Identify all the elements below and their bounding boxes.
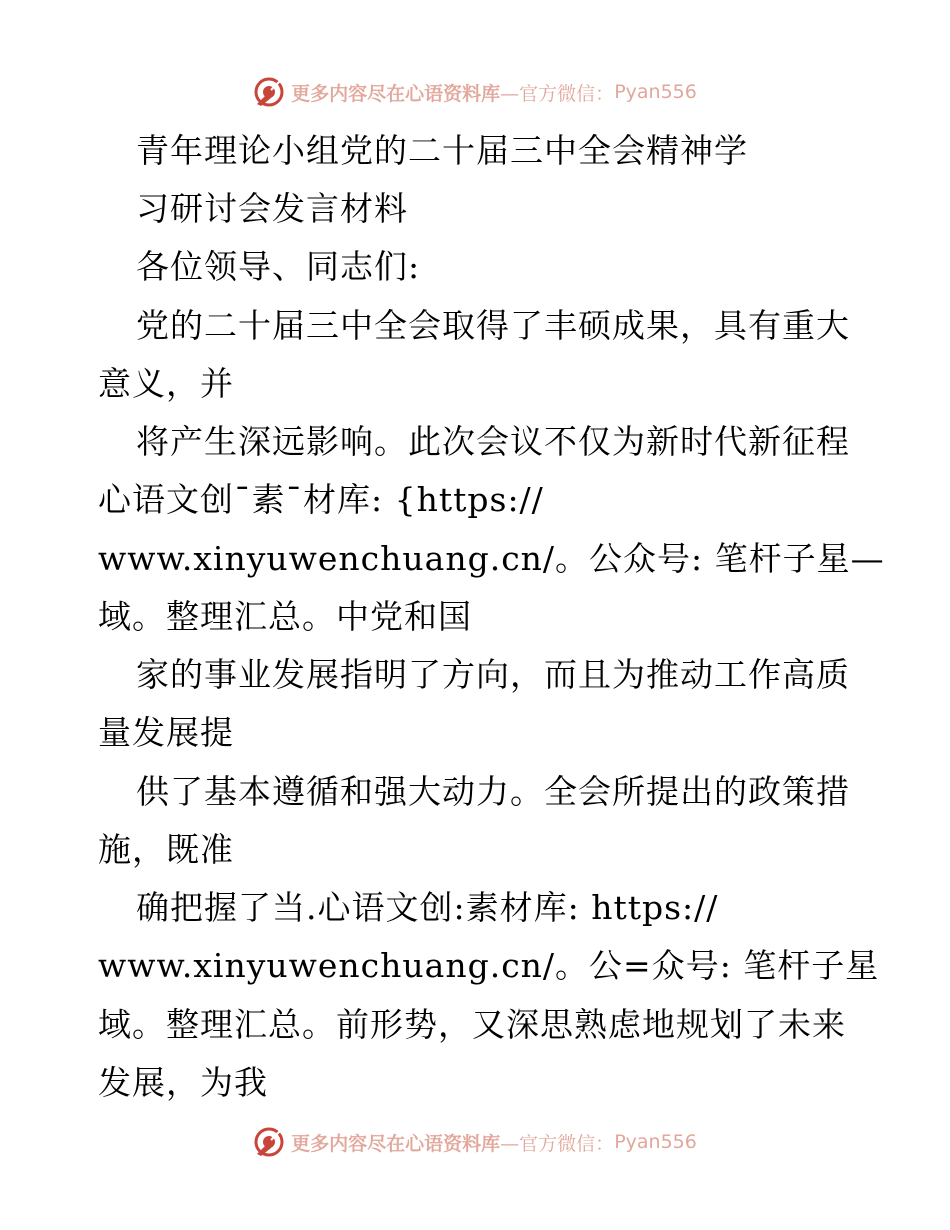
header-banner-title: 更多内容尽在心语资料库 — [291, 82, 501, 105]
doc-line-12: 供了基本遵循和强大动力。全会所提出的政策措 — [136, 772, 850, 811]
doc-line-13: 施，既准 — [98, 830, 234, 869]
doc-line-17: 发展，为我 — [98, 1063, 268, 1102]
doc-title-line-2: 习研讨会发言材料 — [136, 189, 408, 228]
doc-line-16: 域。整理汇总。前形势，又深思熟虑地规划了未来 — [98, 1005, 846, 1044]
doc-line-9: 域。整理汇总。中党和国 — [98, 597, 472, 636]
doc-line-8: www.xinyuwenchuang.cn/。公众号: 笔杆子星— — [98, 539, 885, 578]
doc-title-line-1: 青年理论小组党的二十届三中全会精神学 — [136, 131, 748, 170]
doc-line-14: 确把握了当.心语文创:素材库: https:// — [136, 888, 719, 927]
footer-banner — [0, 1122, 950, 1162]
doc-line-10: 家的事业发展指明了方向，而且为推动工作高质 — [136, 655, 850, 694]
doc-line-15: www.xinyuwenchuang.cn/。公=众号: 笔杆子星 — [98, 946, 880, 985]
doc-line-5: 意义，并 — [98, 364, 234, 403]
doc-line-11: 量发展提 — [98, 713, 234, 752]
header-banner — [0, 72, 950, 112]
footer-banner-contact-label: —官方微信： — [500, 1132, 615, 1155]
doc-line-4: 党的二十届三中全会取得了丰硕成果，具有重大 — [136, 306, 850, 345]
footer-banner-wechat-id: Pyan556 — [614, 1131, 697, 1153]
doc-line-6: 将产生深远影响。此次会议不仅为新时代新征程 — [136, 422, 850, 461]
doc-salutation: 各位领导、同志们: — [136, 247, 421, 286]
doc-line-7: 心语文创¯素¯材库: {https:// — [98, 480, 544, 519]
header-banner-wechat-id: Pyan556 — [614, 81, 697, 103]
pen-logo-icon — [253, 76, 285, 108]
header-banner-contact-label: —官方微信： — [500, 82, 615, 105]
pen-logo-icon — [253, 1126, 285, 1158]
footer-banner-title: 更多内容尽在心语资料库 — [291, 1132, 501, 1155]
